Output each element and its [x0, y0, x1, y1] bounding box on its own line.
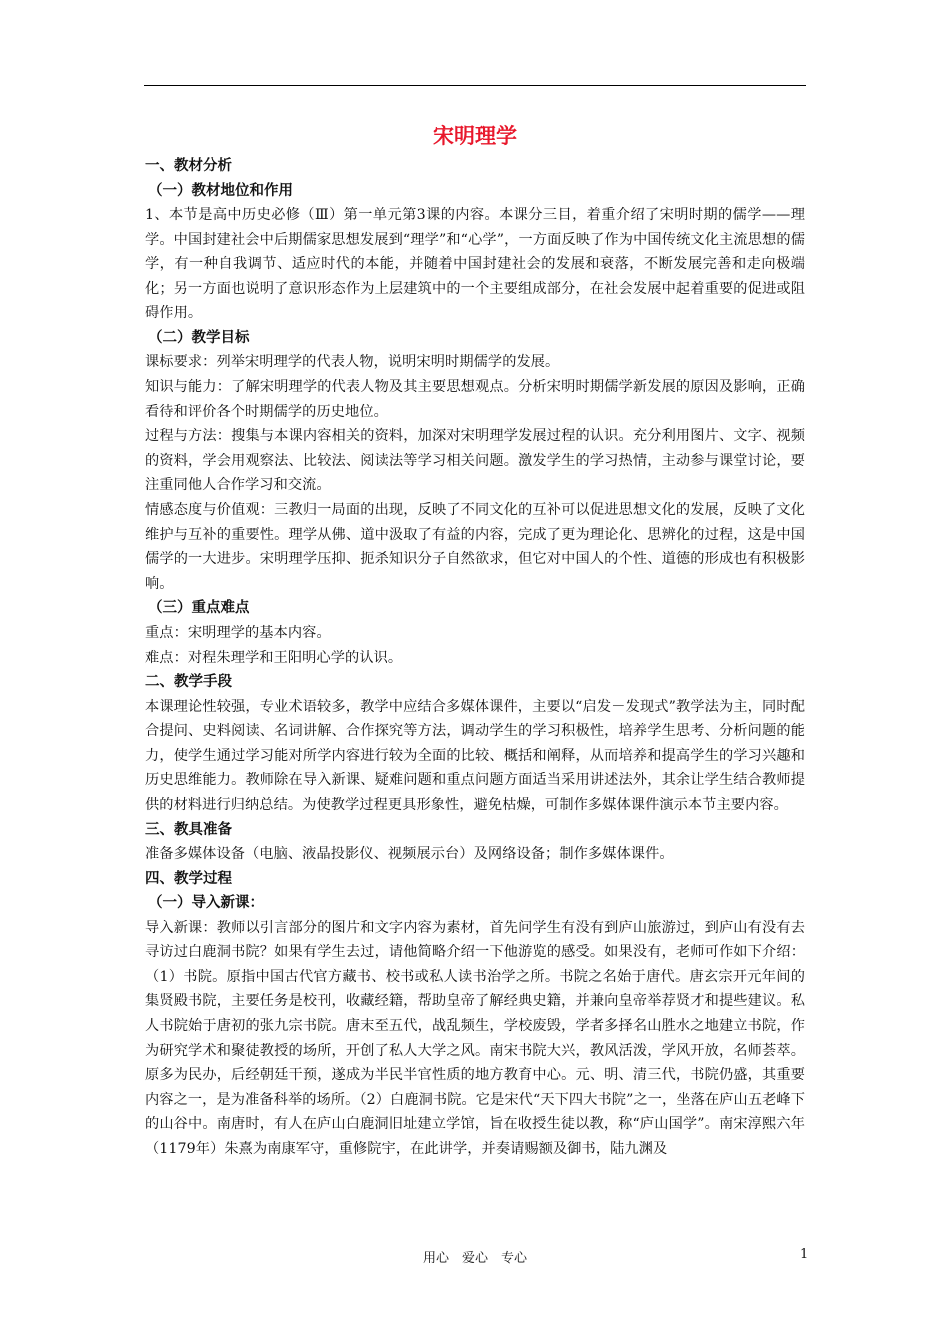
paragraph: 过程与方法：搜集与本课内容相关的资料，加深对宋明理学发展过程的认识。充分利用图片、文字、视频的资料，学会用观察法、比较法、阅读法等学习相关问题。激发学生的学习热情，主动参与课堂讨论，要注重同他人合作学习和交流。 [145, 428, 805, 494]
footer-motto: 用心 爱心 专心 [422, 1251, 527, 1266]
page-footer [0, 1247, 950, 1267]
section-heading-analysis: 一、教材分析 [145, 158, 232, 174]
paragraph: 1、本节是高中历史必修（Ⅲ）第一单元第3课的内容。本课分三目，着重介绍了宋明时期的儒学——理学。中国封建社会中后期儒家思想发展到“理学”和“心学”，一方面反映了作为中国传统文化主流思想的儒学，有一种自我调节、适应时代的本能，并随着中国封建社会的发展和衰落，不断发展完善和走向极端化；另一方面也说明了意识形态作为上层建筑中的一个主要组成部分，在社会发展中起着重要的促进或阻碍作用。 [145, 207, 805, 322]
page-number: 1 [800, 1247, 809, 1262]
header-rule [144, 85, 806, 86]
paragraph: 难点：对程朱理学和王阳明心学的认识。 [145, 649, 403, 666]
paragraph: 情感态度与价值观：三教归一局面的出现，反映了不同文化的互补可以促进思想文化的发展，反映了文化维护与互补的重要性。理学从佛、道中汲取了有益的内容，完成了更为理论化、思辨化的过程，这是中国儒学的一大进步。宋明理学压抑、扼杀知识分子自然欲求，但它对中国人的个性、道德的形成也有积极影响。 [145, 502, 805, 592]
paragraph: 导入新课：教师以引言部分的图片和文字内容为素材，首先问学生有没有到庐山旅游过，到庐山有没有去寻访过白鹿洞书院？如果有学生去过，请他简略介绍一下他游览的感受。如果没有，老师可作如下介绍：（1）书院。原指中国古代官方藏书、校书或私人读书治学之所。书院之名始于唐代。唐玄宗开元年间的集贤殿书院，主要任务是校刊，收藏经籍，帮助皇帝了解经典史籍，并兼向皇帝举荐贤才和提些建议。私人书院始于唐初的张九宗书院。唐末至五代，战乱频生，学校废毁，学者多择名山胜水之地建立书院，作为研究学术和聚徒教授的场所，开创了私人大学之风。南宋书院大兴，教风活泼，学风开放，名师荟萃。原多为民办，后经朝廷干预，遂成为半民半官性质的地方教育中心。元、明、清三代，书院仍盛，其重要内容之一，是为准备科举的场所。（2）白鹿洞书院。它是宋代“天下四大书院”之一，坐落在庐山五老峰下的山谷中。南唐时，有人在庐山白鹿洞旧址建立学馆，旨在收授生徒以教，称“庐山国学”。南宋淳熙六年（1179年）朱熹为南康军守，重修院宇，在此讲学，并奏请赐额及御书，陆九渊及 [145, 919, 805, 1157]
section-heading-process: 四、教学过程 [145, 870, 232, 887]
subsection-heading-goals: （二）教学目标 [148, 329, 250, 346]
document-body [145, 120, 805, 1162]
subsection-heading-key-points: （三）重点难点 [148, 600, 250, 617]
paragraph: 课标要求：列举宋明理学的代表人物，说明宋明时期儒学的发展。 [145, 354, 560, 371]
subsection-heading-intro: （一）导入新课： [148, 895, 264, 912]
section-heading-methods: 二、教学手段 [145, 674, 232, 691]
section-heading-equipment: 三、教具准备 [145, 821, 232, 838]
subsection-heading-position: （一）教材地位和作用 [148, 182, 293, 199]
paragraph: 本课理论性较强，专业术语较多，教学中应结合多媒体课件，主要以“启发－发现式”教学法为主，同时配合提问、史料阅读、名词讲解、合作探究等方法，调动学生的学习积极性，培养学生思考、分析问题的能力，使学生通过学习能对所学内容进行较为全面的比较、概括和阐释，从而培养和提高学生的学习兴趣和历史思维能力。教师除在导入新课、疑难问题和重点问题方面适当采用讲述法外，其余让学生结合教师提供的材料进行归纳总结。为使教学过程更具形象性，避免枯燥，可制作多媒体课件演示本节主要内容。 [145, 698, 805, 813]
paragraph: 准备多媒体设备（电脑、液晶投影仪、视频展示台）及网络设备；制作多媒体课件。 [145, 846, 674, 863]
document-title: 宋明理学 [433, 124, 517, 148]
paragraph: 知识与能力：了解宋明理学的代表人物及其主要思想观点。分析宋明时期儒学新发展的原因及影响，正确看待和评价各个时期儒学的历史地位。 [145, 379, 805, 420]
paragraph: 重点：宋明理学的基本内容。 [145, 624, 331, 641]
